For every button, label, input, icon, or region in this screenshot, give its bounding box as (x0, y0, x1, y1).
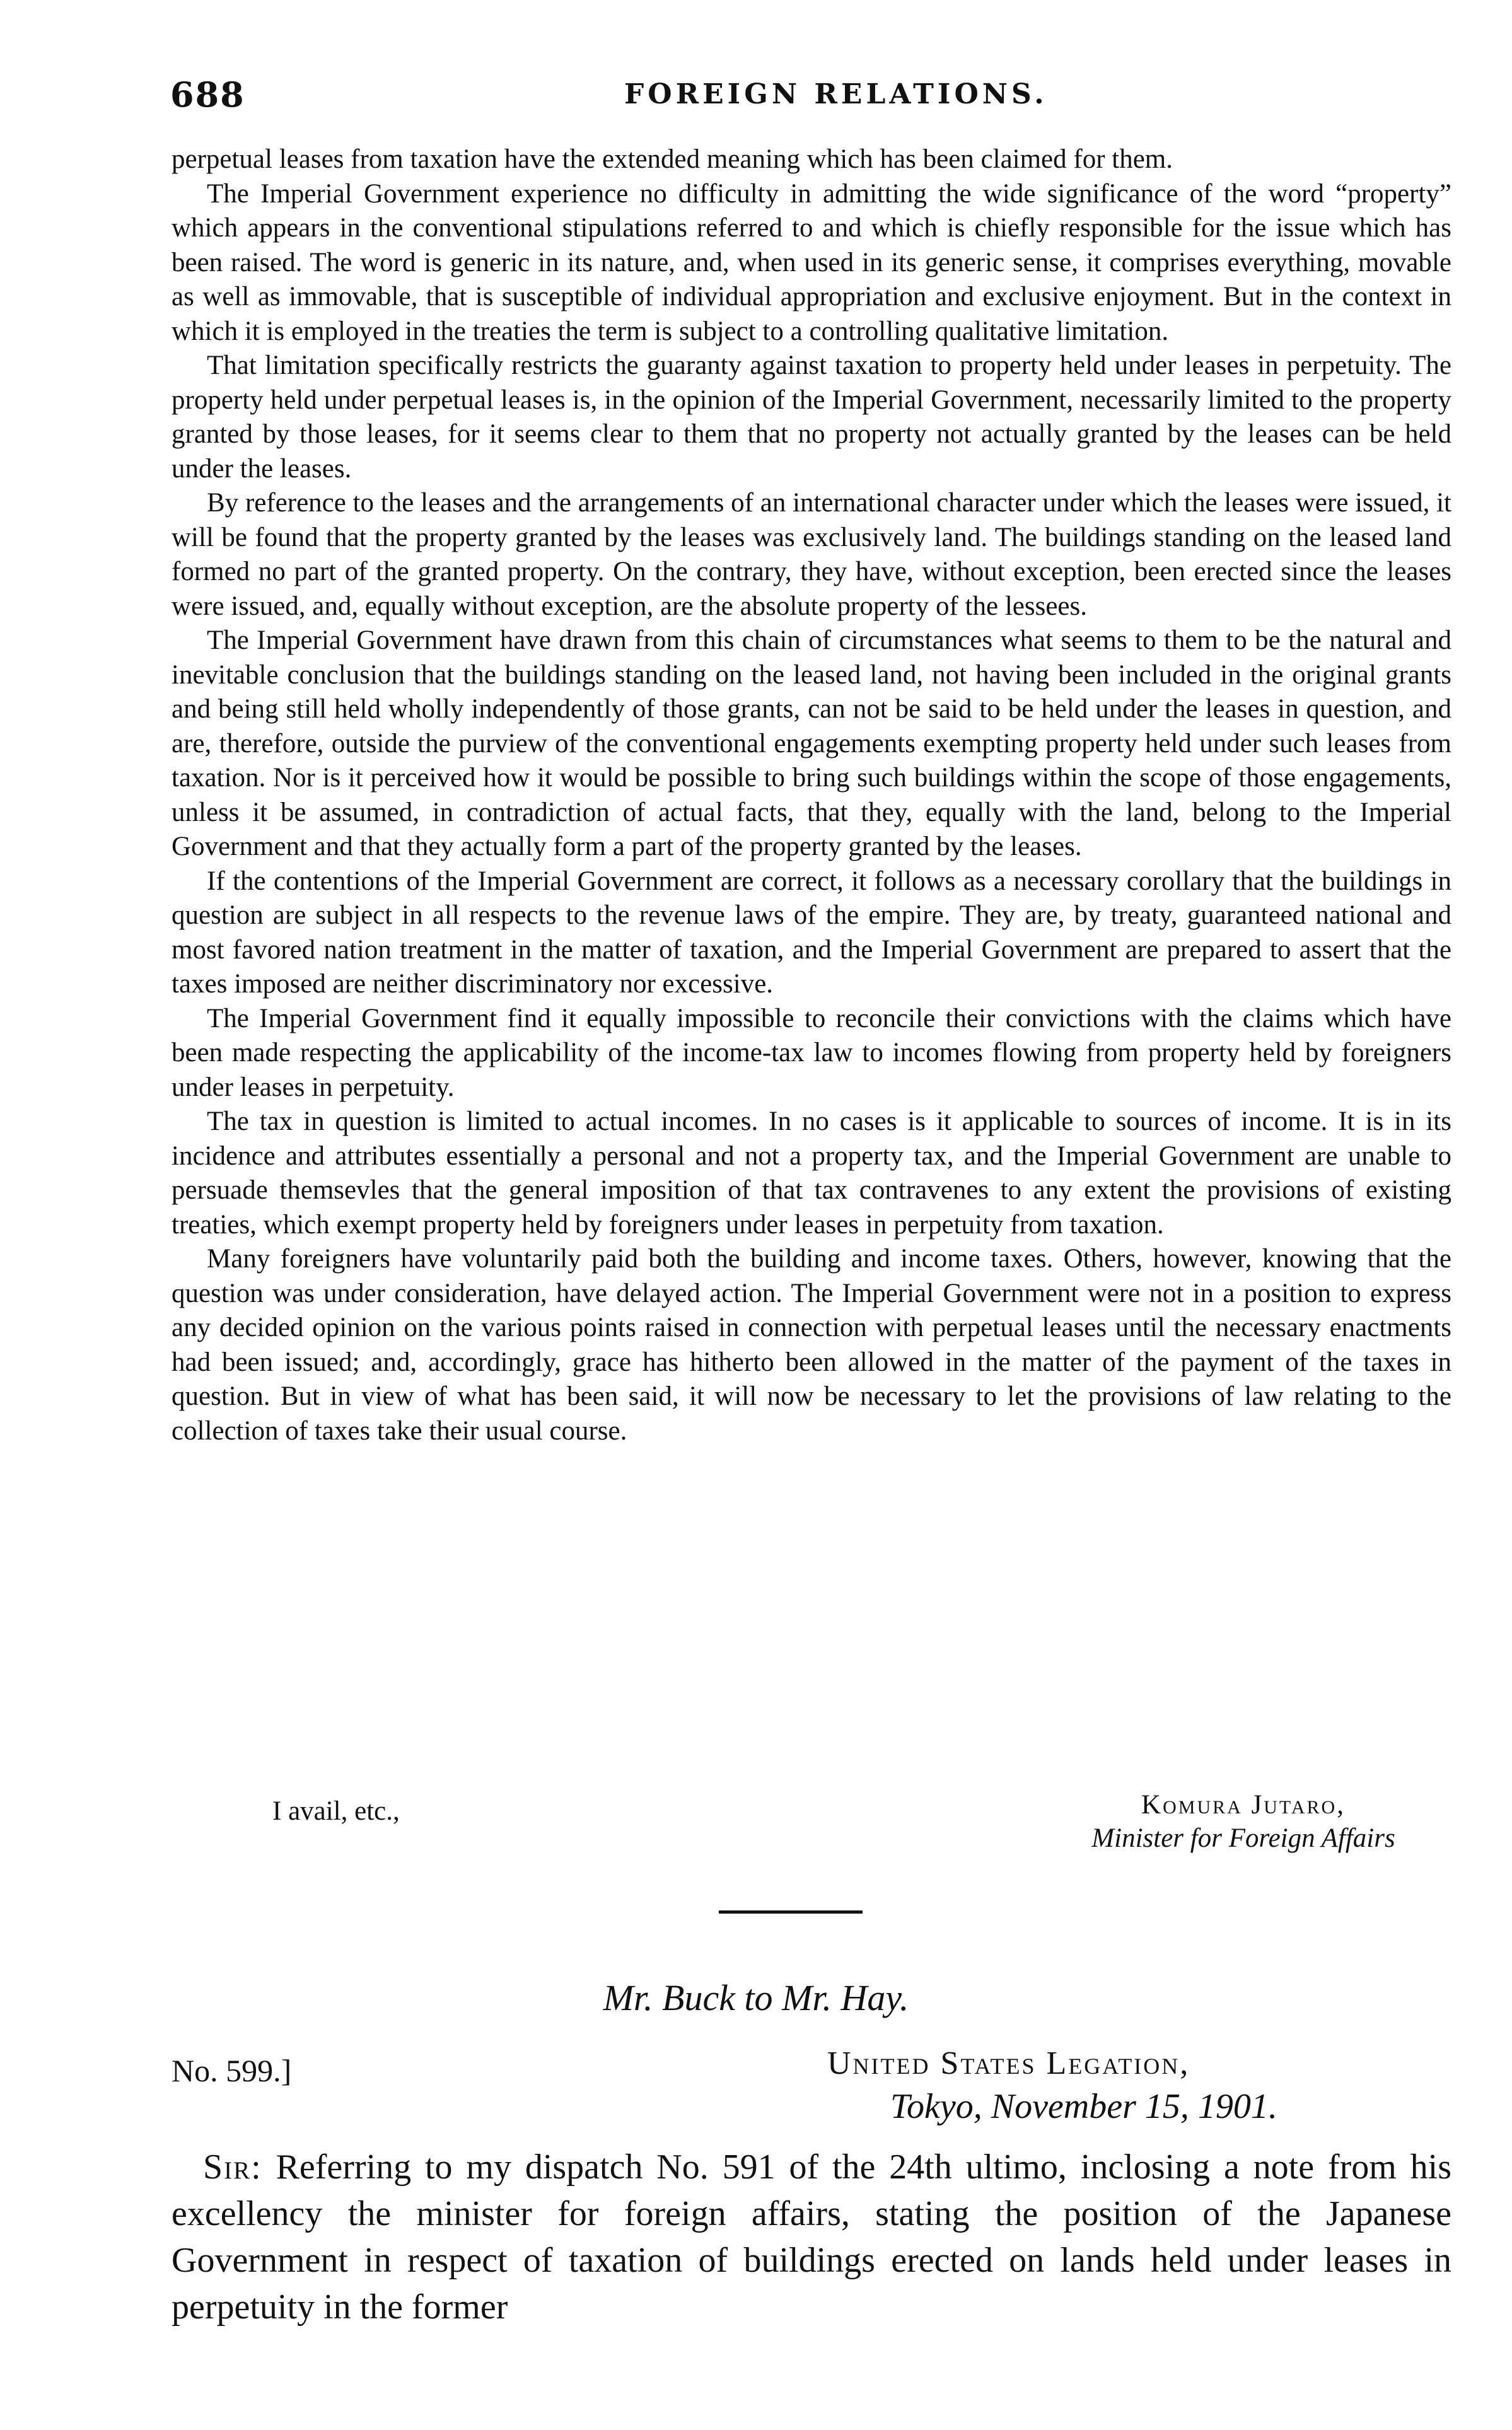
paragraph: If the contentions of the Imperial Government are correct, it follows as a necessary corollary that the buildings in question are subject in all respects to the revenue laws of the empire. They are, by treaty, guaranteed national and most favored nation treatment in the matter of taxation, and the Imperial Government are prepared to assert that the taxes imposed are neither discriminatory nor excessive. (172, 866, 1451, 999)
section-divider (719, 1910, 863, 1914)
paragraph: The tax in question is limited to actual incomes. In no cases is it applicable to sources of income. It is in its incidence and attributes essentially a personal and not a property tax, and the Imperial Government are unable to persuade themsevles that the general imposition of that tax contravenes to any extent the provisions of existing treaties, which exempt property held by foreigners under leases in perpetuity from taxation. (172, 1107, 1451, 1240)
letter-body (172, 2144, 1451, 2330)
paragraph: perpetual leases from taxation have the extended meaning which has been claimed for them. (172, 144, 1173, 174)
closing-avail: I avail, etc., (272, 1796, 400, 1826)
signer-title: Minister for Foreign Affairs (1091, 1823, 1395, 1853)
dispatch-number: No. 599.] (172, 2053, 292, 2088)
paragraph: Many foreigners have voluntarily paid both the building and income taxes. Others, however, knowing that the question was under consideration, have delayed action. The Imperial Government were not in a position to express any decided opinion on the various points raised in connection with perpetual leases until the necessary enactments had been issued; and, accordingly, grace has hitherto been allowed in the matter of the payment of the taxes in question. But in view of what has been said, it will now be necessary to let the provisions of law relating to the collection of taxes take their usual course. (172, 1244, 1451, 1446)
paragraph: That limitation specifically restricts the guaranty against taxation to property held under leases in perpetuity. The property held under perpetual leases is, in the opinion of the Imperial Government, necessarily limited to the property granted by those leases, for it seems clear to them that no property not actually granted by the leases can be held under the leases. (172, 351, 1451, 484)
signature-block (1042, 1789, 1445, 1854)
running-head (170, 74, 1450, 119)
dispatch-header (172, 2045, 1451, 2139)
signer-name: Komura Jutaro, (1141, 1790, 1346, 1820)
legation-name: United States Legation, (827, 2045, 1190, 2081)
paragraph: The Imperial Government have drawn from this chain of circumstances what seems to them to be the natural and inevitable conclusion that the buildings standing on the leased land, not having been included in the original grants and being still held wholly independently of those grants, can not be said to be held under the leases in question, and are, therefore, outside the purview of the conventional engagements exempting property held under such leases from taxation. Nor is it perceived how it would be possible to bring such buildings within the scope of those engagements, unless it be assumed, in contradiction of actual facts, that they, equally with the land, belong to the Imperial Government and that they actually form a part of the property granted by the leases. (172, 625, 1451, 861)
letter-paragraph (172, 2144, 1451, 2330)
letter-text: Referring to my dispatch No. 591 of the 24th ultimo, inclosing a note from his excellency the minister for foreign affairs, stating the position of the Japanese Government in respect of taxation of buildings erected on lands held under leases in perpetuity in the former (172, 2148, 1451, 2327)
salutation: Sir: (203, 2148, 262, 2187)
letter-heading: Mr. Buck to Mr. Hay. (603, 1977, 909, 2018)
paragraph: By reference to the leases and the arrangements of an international character under which the leases were issued, it will be found that the property granted by the leases was exclusively land. The buildings standing on the leased land formed no part of the granted property. On the contrary, they have, without exception, been erected since the leases were issued, and, equally without exception, are the absolute property of the lessees. (172, 488, 1451, 621)
place-date: Tokyo, November 15, 1901. (890, 2087, 1277, 2126)
page-number: 688 (170, 74, 245, 115)
note-body (172, 142, 1451, 1448)
paragraph: The Imperial Government find it equally impossible to reconcile their convictions with the claims which have been made respecting the applicability of the income-tax law to incomes flowing from property held by foreigners under leases in perpetuity. (172, 1003, 1451, 1102)
paragraph: The Imperial Government experience no difficulty in admitting the wide significance of the word “property” which appears in the conventional stipulations referred to and which is chiefly responsible for the issue which has been raised. The word is generic in its nature, and, when used in its generic sense, it comprises everything, movable as well as immovable, that is susceptible of individual appropriation and exclusive enjoyment. But in the context in which it is employed in the treaties the term is subject to a controlling qualitative limitation. (172, 178, 1451, 346)
running-title: FOREIGN RELATIONS. (624, 78, 1048, 110)
closing-block (172, 1790, 1451, 1878)
